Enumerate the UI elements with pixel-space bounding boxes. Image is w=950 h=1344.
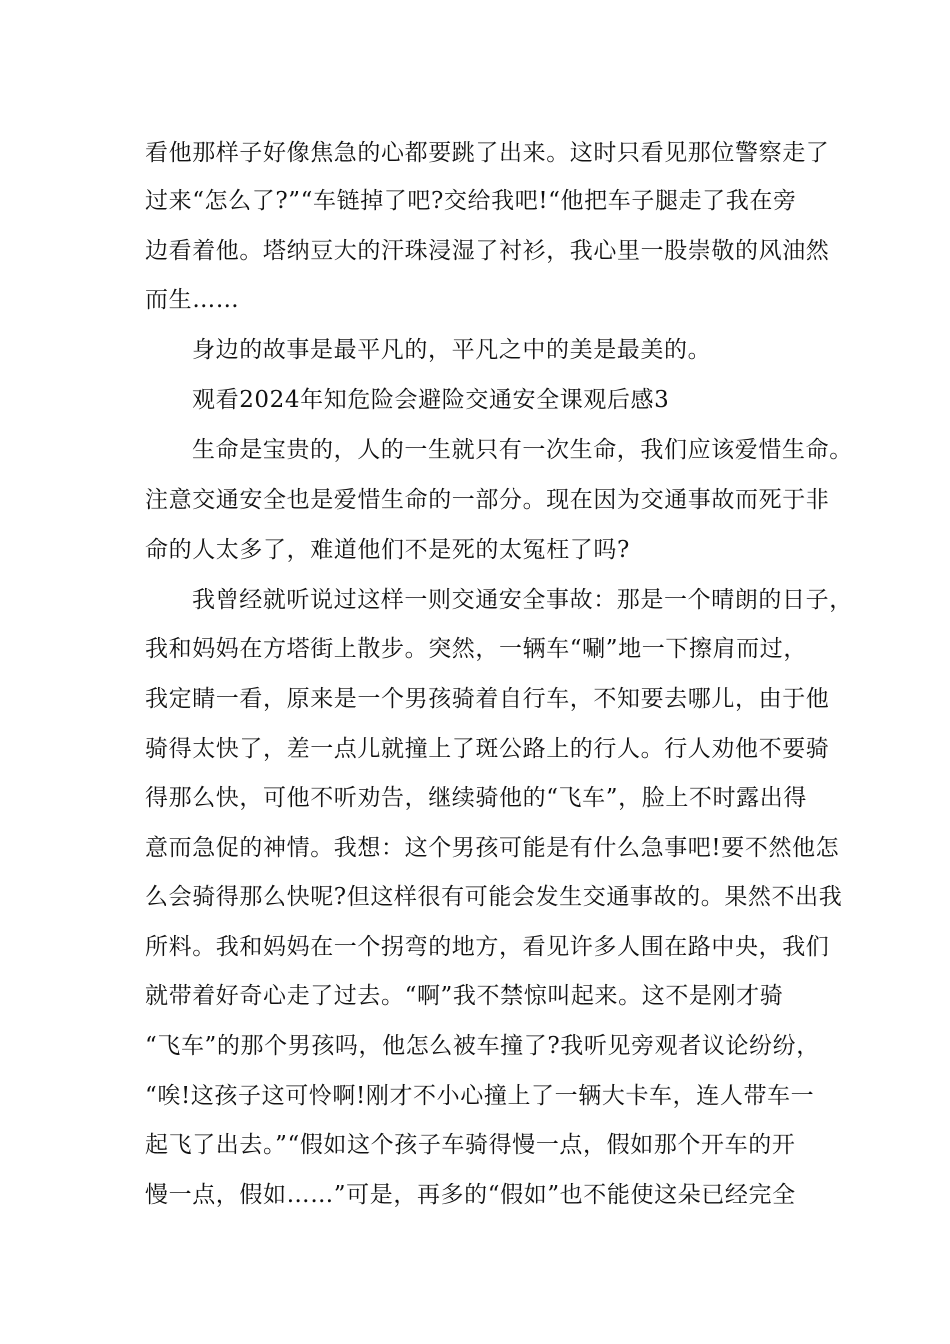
text-line: 所料。我和妈妈在一个拐弯的地方，看见许多人围在路中央，我们: [145, 934, 830, 960]
text-line: 生命是宝贵的，人的一生就只有一次生命，我们应该爱惜生命。: [192, 437, 853, 463]
text-line: 我曾经就听说过这样一则交通安全事故：那是一个晴朗的日子，: [192, 587, 853, 613]
text-line: 就带着好奇心走了过去。“啊”我不禁惊叫起来。这不是刚才骑: [145, 983, 784, 1009]
text-line: 而生……: [145, 287, 240, 313]
text-line: 意而急促的神情。我想：这个男孩可能是有什么急事吧!要不然他怎: [145, 835, 840, 861]
text-line: “飞车”的那个男孩吗，他怎么被车撞了?我听见旁观者议论纷纷，: [145, 1033, 820, 1059]
text-line: 么会骑得那么快呢?但这样很有可能会发生交通事故的。果然不出我: [145, 884, 843, 910]
text-line: 慢一点，假如……”可是，再多的“假如”也不能使这朵已经完全: [145, 1182, 796, 1208]
text-line: 过来“怎么了?”“车链掉了吧?交给我吧!“他把车子腿走了我在旁: [145, 188, 797, 214]
text-line: 身边的故事是最平凡的，平凡之中的美是最美的。: [192, 337, 712, 363]
text-line: 看他那样子好像焦急的心都要跳了出来。这时只看见那位警察走了: [145, 140, 830, 166]
text-line: 得那么快，可他不听劝告，继续骑他的“飞车”，脸上不时露出得: [145, 785, 807, 811]
text-line: 注意交通安全也是爱惜生命的一部分。现在因为交通事故而死于非: [145, 487, 830, 513]
text-line: 骑得太快了，差一点儿就撞上了斑公路上的行人。行人劝他不要骑: [145, 736, 830, 762]
section-heading: 观看2024年知危险会避险交通安全课观后感3: [192, 387, 670, 413]
text-line: 命的人太多了，难道他们不是死的太冤枉了吗?: [145, 537, 630, 563]
text-line: “唉!这孩子这可怜啊!刚才不小心撞上了一辆大卡车，连人带车一: [145, 1083, 815, 1109]
text-line: 我和妈妈在方塔街上散步。突然，一辆车“唰”地一下擦肩而过，: [145, 636, 807, 662]
text-line: 起飞了出去。”“假如这个孩子车骑得慢一点，假如那个开车的开: [145, 1132, 796, 1158]
text-line: 边看着他。塔纳豆大的汗珠浸湿了衬衫，我心里一股崇敬的风油然: [145, 238, 830, 264]
text-line: 我定睛一看，原来是一个男孩骑着自行车，不知要去哪儿，由于他: [145, 686, 830, 712]
